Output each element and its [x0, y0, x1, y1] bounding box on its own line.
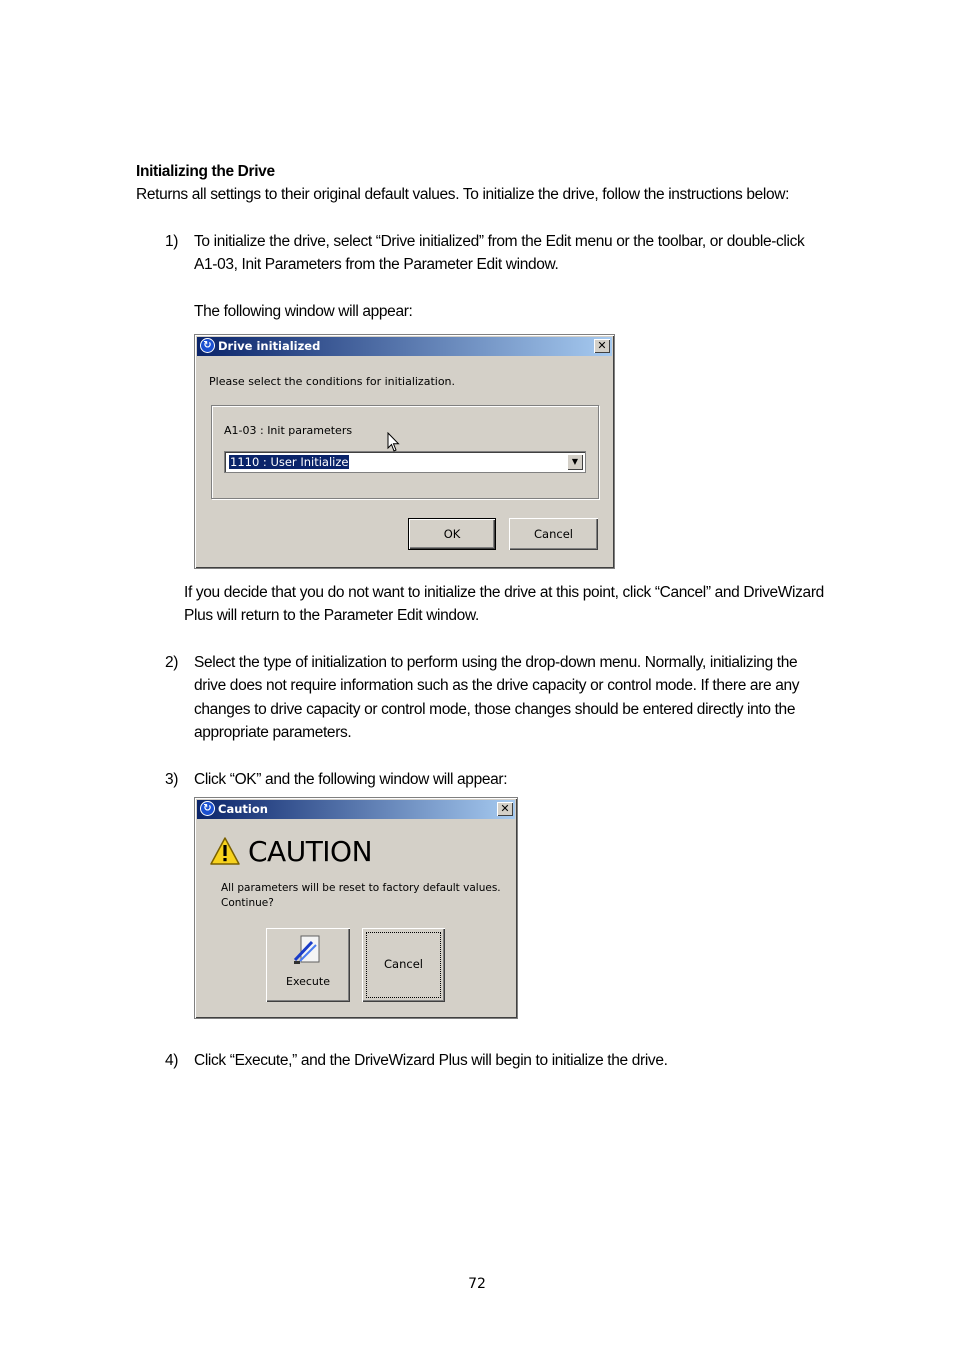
- init-groupbox: [211, 405, 599, 499]
- step-2-line-2: drive does not require information such as the drive capacity or control mode. If there are any: [194, 677, 800, 694]
- cancel-note-line-2: Plus will return to the Parameter Edit window.: [184, 607, 479, 624]
- execute-button[interactable]: [266, 928, 350, 1002]
- step-2-line-3: changes to drive capacity or control mode, those changes should be entered directly into the: [194, 701, 796, 718]
- init-type-select[interactable]: [224, 451, 586, 473]
- close-icon[interactable]: ✕: [594, 339, 610, 353]
- cancel-button[interactable]: Cancel: [362, 928, 445, 1002]
- dialog-titlebar: [197, 337, 612, 356]
- step-3-number: 3): [165, 771, 179, 788]
- step-1-line-2: A1-03, Init Parameters from the Parameter Edit window.: [194, 256, 559, 273]
- step-4-number: 4): [165, 1052, 179, 1069]
- dialog-title: Caution: [218, 802, 268, 816]
- init-param-label: A1-03 : Init parameters: [224, 424, 353, 437]
- caution-message-line-1: All parameters will be reset to factory default values.: [221, 882, 501, 894]
- section-heading: Initializing the Drive: [136, 163, 275, 180]
- app-icon: ↻: [200, 801, 215, 816]
- chevron-down-icon[interactable]: ▼: [567, 454, 583, 470]
- drive-initialized-dialog: [194, 334, 615, 569]
- mouse-cursor-icon: [387, 432, 401, 454]
- step-3-line-1: Click “OK” and the following window will appear:: [194, 771, 508, 788]
- execute-label: Execute: [286, 975, 330, 988]
- caution-dialog: [194, 797, 518, 1019]
- app-icon: ↻: [200, 338, 215, 353]
- cancel-button[interactable]: Cancel: [509, 518, 598, 550]
- step-1-number: 1): [165, 233, 179, 250]
- page-number: 72: [468, 1276, 486, 1292]
- caution-message-line-2: Continue?: [221, 897, 274, 909]
- execute-icon: [292, 934, 322, 966]
- warning-icon: [209, 836, 241, 866]
- step-2-number: 2): [165, 654, 179, 671]
- cancel-note-line-1: If you decide that you do not want to initialize the drive at this point, click “Cancel” and DriveWizard: [184, 584, 824, 601]
- step-1-line-1: To initialize the drive, select “Drive initialized” from the Edit menu or the toolbar, or double-click: [194, 233, 805, 250]
- caution-banner: CAUTION: [248, 835, 373, 868]
- step-4-line-1: Click “Execute,” and the DriveWizard Plus will begin to initialize the drive.: [194, 1052, 668, 1069]
- dialog-title: Drive initialized: [218, 339, 321, 353]
- intro-text: Returns all settings to their original default values. To initialize the drive, follow the instructions below:: [136, 186, 790, 203]
- init-type-selected-value: 1110 : User Initialize: [230, 455, 349, 469]
- step-2-line-4: appropriate parameters.: [194, 724, 352, 741]
- step-2-line-1: Select the type of initialization to perform using the drop-down menu. Normally, initializing the: [194, 654, 798, 671]
- ok-button[interactable]: OK: [408, 518, 496, 550]
- step-1-appear-text: The following window will appear:: [194, 303, 413, 320]
- dialog-prompt: Please select the conditions for initialization.: [209, 375, 456, 388]
- dialog-titlebar: [197, 800, 515, 819]
- close-icon[interactable]: ✕: [497, 802, 513, 816]
